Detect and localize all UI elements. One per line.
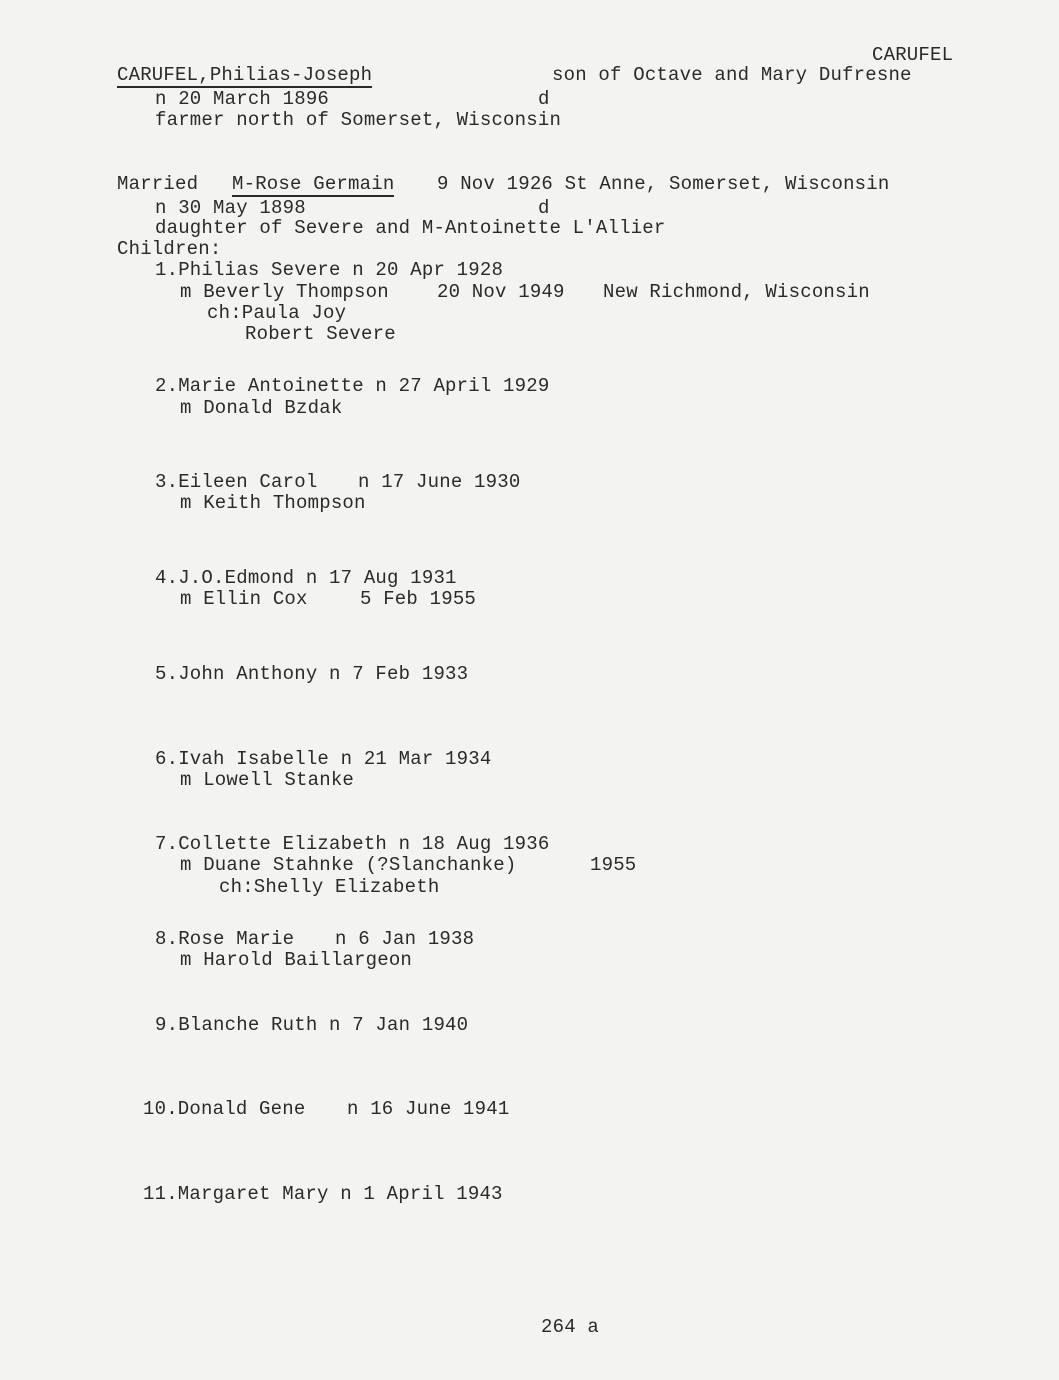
child-birth: n 16 June 1941 xyxy=(347,1098,510,1120)
child-marriage-date: 1955 xyxy=(590,854,637,876)
child-entry: 3.Eileen Carol xyxy=(155,471,318,493)
child-entry: 10.Donald Gene xyxy=(143,1098,306,1120)
child-marriage: m Donald Bzdak xyxy=(180,397,343,419)
child-entry: 5.John Anthony n 7 Feb 1933 xyxy=(155,663,469,685)
child-marriage: m Lowell Stanke xyxy=(180,769,355,791)
person-name: CARUFEL,Philias-Joseph xyxy=(117,64,373,86)
spouse-death: d xyxy=(538,197,550,219)
child-entry: 8.Rose Marie xyxy=(155,928,295,950)
header-surname: CARUFEL xyxy=(872,44,954,66)
child-entry: 1.Philias Severe n 20 Apr 1928 xyxy=(155,259,504,281)
child-marriage-date: 5 Feb 1955 xyxy=(360,588,477,610)
child-marriage: m Keith Thompson xyxy=(180,492,366,514)
person-occupation: farmer north of Somerset, Wisconsin xyxy=(155,109,562,131)
child-entry: 4.J.O.Edmond n 17 Aug 1931 xyxy=(155,567,457,589)
marriage-label: Married xyxy=(117,173,199,195)
grandchild-entry: ch:Paula Joy xyxy=(207,302,347,324)
child-birth: n 17 June 1930 xyxy=(358,471,521,493)
child-marriage-place: New Richmond, Wisconsin xyxy=(603,281,870,303)
child-entry: 2.Marie Antoinette n 27 April 1929 xyxy=(155,375,550,397)
child-entry: 9.Blanche Ruth n 7 Jan 1940 xyxy=(155,1014,469,1036)
child-entry: 7.Collette Elizabeth n 18 Aug 1936 xyxy=(155,833,550,855)
grandchild-entry: Robert Severe xyxy=(245,323,396,345)
child-entry: 11.Margaret Mary n 1 April 1943 xyxy=(143,1183,503,1205)
person-parents: son of Octave and Mary Dufresne xyxy=(552,64,912,86)
child-birth: n 6 Jan 1938 xyxy=(335,928,475,950)
marriage-details: 9 Nov 1926 St Anne, Somerset, Wisconsin xyxy=(437,173,890,195)
child-marriage: m Duane Stahnke (?Slanchanke) xyxy=(180,854,517,876)
person-death: d xyxy=(538,88,550,110)
marriage-spouse: M-Rose Germain xyxy=(232,173,395,195)
child-entry: 6.Ivah Isabelle n 21 Mar 1934 xyxy=(155,748,492,770)
page-number: 264 a xyxy=(541,1316,600,1338)
child-marriage-date: 20 Nov 1949 xyxy=(437,281,565,303)
spouse-birth: n 30 May 1898 xyxy=(155,197,306,219)
child-marriage: m Beverly Thompson xyxy=(180,281,389,303)
person-birth: n 20 March 1896 xyxy=(155,88,330,110)
spouse-parents: daughter of Severe and M-Antoinette L'Allier xyxy=(155,217,666,239)
child-marriage: m Ellin Cox xyxy=(180,588,308,610)
child-marriage: m Harold Baillargeon xyxy=(180,949,413,971)
grandchild-entry: ch:Shelly Elizabeth xyxy=(219,876,440,898)
children-label: Children: xyxy=(117,238,222,260)
